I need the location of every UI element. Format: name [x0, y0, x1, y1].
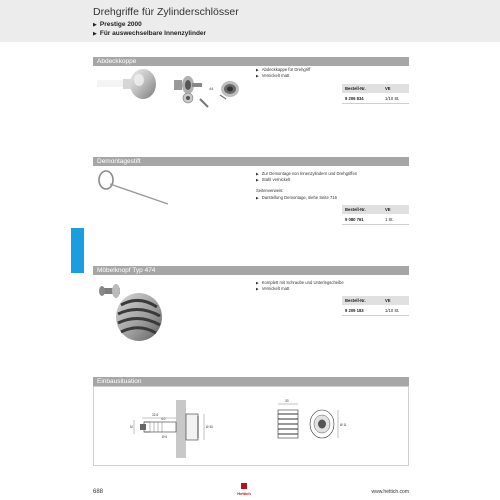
page-number: 688 [93, 489, 104, 495]
col-ve: VE [382, 296, 409, 306]
abdeck-features [256, 67, 310, 79]
order-number: 9 206 834 [342, 94, 382, 104]
moebel-features [256, 280, 344, 292]
col-ve: VE [382, 205, 409, 215]
dim-label: Ø 6 [162, 435, 168, 439]
feature-item: ▶ Abdeckkappe für Drehgriff [256, 67, 311, 72]
note-title: Seitenverweis: [256, 188, 284, 194]
section-label: Möbelknopf Typ 474 [97, 267, 156, 274]
order-table-demontage [342, 205, 409, 225]
svg-text:44: 44 [209, 86, 214, 91]
packing-unit: 1/10 St. [382, 94, 409, 104]
order-number: 9 209 183 [342, 306, 382, 316]
header-band [0, 0, 500, 42]
col-ve: VE [382, 84, 409, 94]
dim-label: 33 [285, 399, 289, 403]
feature-item: ▶ Komplett mit Schraube und Unterlegscheibe [256, 280, 344, 285]
dim-label: Ø 11 [340, 423, 347, 427]
removal-pin-image [96, 168, 172, 208]
feature-item: ▶ Vernickelt matt [256, 286, 290, 292]
dim-label: M [130, 425, 133, 429]
knob-product-image [96, 277, 166, 345]
triangle-bullet-icon: ▶ [93, 21, 97, 28]
packing-unit: 1/10 St. [382, 306, 409, 316]
col-order-number: Bestell-Nr. [342, 84, 382, 94]
order-table-abdeck [342, 84, 409, 104]
section-label: Einbausituation [97, 378, 142, 385]
header-line-1 [93, 21, 142, 28]
svg-text:Hettich: Hettich [237, 491, 251, 496]
installation-drawing [126, 398, 222, 460]
feature-item: ▶ Stahl vernickelt [256, 177, 291, 183]
note-item: ▶ Darstellung Demontage, siehe Seite 716 [256, 194, 337, 200]
footer-url[interactable]: www.hettich.com [371, 489, 409, 495]
feature-item: ▶ Vernickelt matt [256, 73, 290, 79]
dim-label: Ø 30 [206, 425, 213, 429]
col-order-number: Bestell-Nr. [342, 296, 382, 306]
section-header-einbau [93, 377, 409, 386]
section-header-moebel [93, 266, 409, 275]
chapter-tab-marker [71, 228, 84, 273]
section-header-abdeck [93, 57, 409, 66]
header-line-1-text: Prestige 2000 [99, 21, 142, 28]
dim-label: 32.6 [152, 413, 159, 417]
packing-unit: 1 St. [382, 215, 409, 225]
feature-item: ▶ Zur Demontage von Innenzylindern und Drehgriffen [256, 171, 358, 176]
knob-section-drawing [270, 398, 350, 444]
page-title: Drehgriffe für Zylinderschlösser [93, 6, 239, 18]
header-line-2 [93, 30, 206, 37]
section-header-demontage [93, 157, 409, 166]
col-order-number: Bestell-Nr. [342, 205, 382, 215]
section-label: Demontagestift [97, 158, 141, 165]
order-number: 9 080 761 [342, 215, 382, 225]
order-table-moebel [342, 296, 409, 316]
cap-parts-image [172, 71, 252, 111]
hettich-logo [234, 483, 254, 497]
demontage-features [256, 171, 357, 201]
dim-label: 4.0 [161, 417, 166, 421]
cap-product-image [95, 66, 165, 106]
triangle-bullet-icon: ▶ [93, 30, 97, 37]
header-line-2-text: Für auswechselbare Innenzylinder [99, 30, 207, 37]
section-label: Abdeckkoppe [97, 58, 137, 65]
